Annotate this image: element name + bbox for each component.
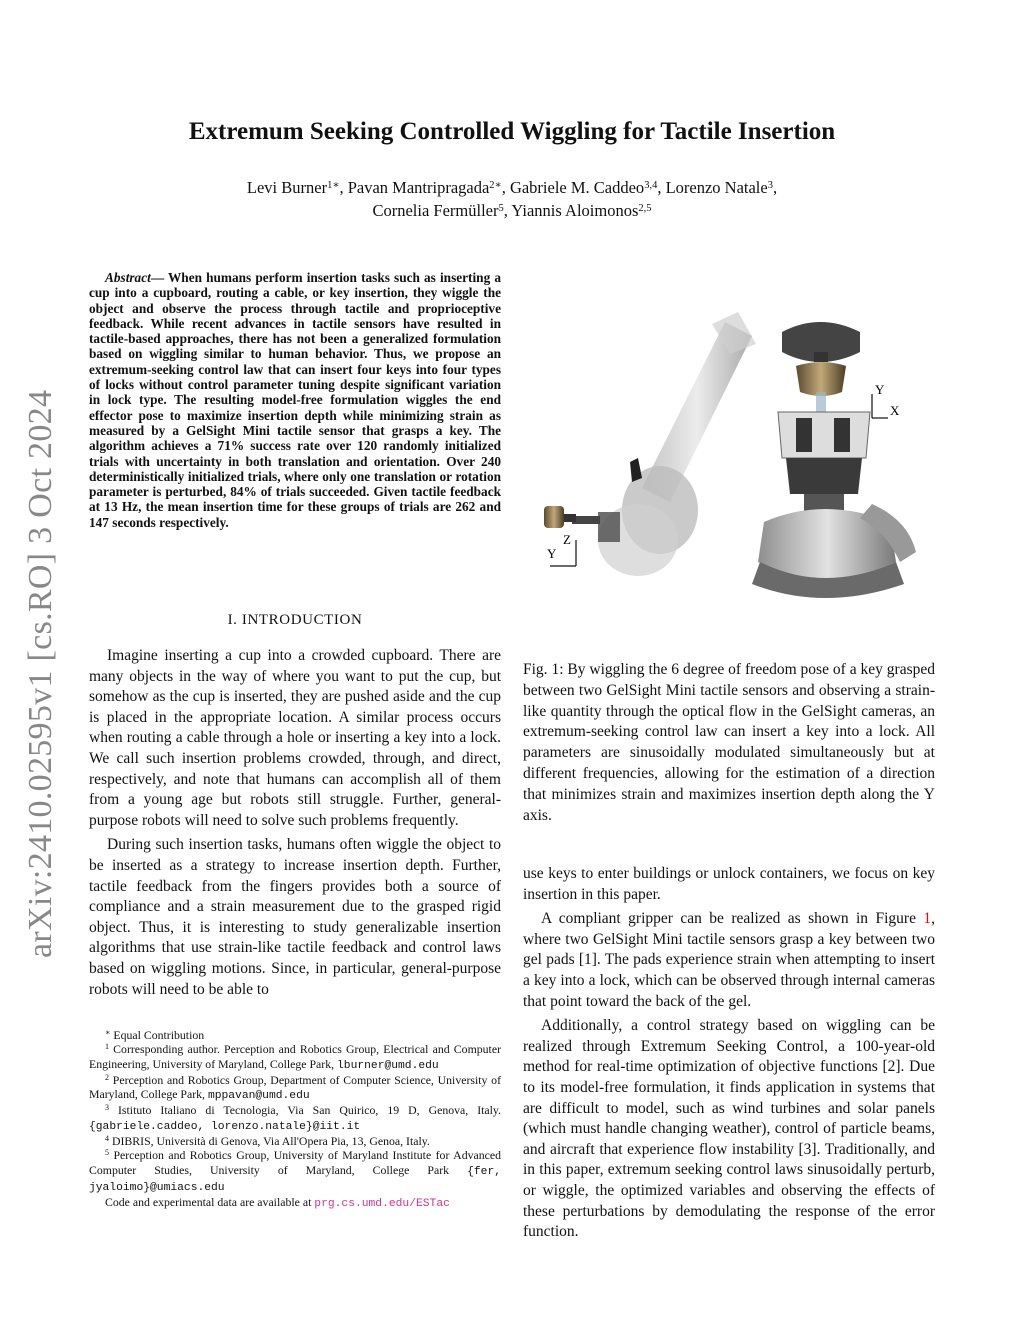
paper-title: Extremum Seeking Controlled Wiggling for Tactile Insertion xyxy=(188,118,836,145)
footnote-3: Istituto Italiano di Tecnologia, Via San Quirico, 19 D, Genova, Italy. xyxy=(118,1103,502,1118)
email-link[interactable]: {fer, jyaloimo}@umiacs.edu xyxy=(89,1165,502,1194)
author-affiliation: 3 xyxy=(767,180,773,191)
intro-left-column xyxy=(89,646,501,1000)
axis-label: Z xyxy=(563,532,571,547)
author-affiliation: 2,5 xyxy=(638,203,652,214)
paragraph: Additionally, a control strategy based on wiggling can be realized through Extremum Seeking Control, a 100-year-old method for real-time optimization of objective functions [2]. Due to its model-free formulation, it finds application in systems that are difficult to model, such as wind turbines and solar panels (which must handle changing weather), control of particle beams, and aircraft that experience flow instability [3]. Traditionally, and in this paper, extremum seeking control laws sinusoidally perturb, or wiggle, the optimized variables and observing the effects of these perturbations by demodulating the response of the error function. xyxy=(523,1017,935,1241)
author-affiliation: 1∗ xyxy=(327,180,340,191)
axis-label: X xyxy=(890,403,900,418)
footnote-equal: Equal Contribution xyxy=(113,1028,205,1042)
author-name: Gabriele M. Caddeo xyxy=(509,178,645,197)
abstract: Abstract— When humans perform insertion tasks such as inserting a cup into a cupboard, routing a cable, or key insertion, they wiggle the object and observe the process through tactile and proprioceptive feedback. While recent advances in tactile sensors have resulted in tactile-based approaches, there has not been a generalized formulation based on wiggling similar to human behavior. Thus, we propose an extremum-seeking control law that can insert four keys into four types of locks without control parameter tuning despite significant variation in lock type. The resulting model-free formulation wiggles the end effector pose to maximize insertion depth while minimizing strain as measured by a GelSight Mini tactile sensor that grasps a key. The algorithm achieves a 71% success rate over 120 randomly initialized trials with uncertainty in both translation and orientation. Over 240 deterministically initialized trials, where only one translation or rotation parameter is perturbed, 84% of trials succeeded. Given tactile feedback at 13 Hz, the mean insertion time for these groups of trials are 262 and 147 seconds respectively. xyxy=(89,270,501,530)
axis-label: Y xyxy=(547,546,557,561)
footnote-2: Perception and Robotics Group, Department of Computer Science, University of Maryland, College Park, xyxy=(89,1072,502,1102)
author-line-1: Levi Burner$^{1∗}$, Pavan Mantripragada$^{2∗}$, Gabriele M. Caddeo$^{3,4}$, Lorenzo Natale$^3$, xyxy=(246,178,778,197)
axis-label: Y xyxy=(875,382,885,397)
author-name: Cornelia Fermüller xyxy=(372,201,499,220)
arxiv-stamp: arXiv:2410.02595v1 [cs.RO] 3 Oct 2024 xyxy=(22,389,59,958)
footnotes: ∗ Equal Contribution $^1$ Corresponding author. Perception and Robotics Group, Electrical and Computer Engineering, University of Maryland, College Park, lburner@umd.edu $^2$ Perception and Robotics Group, Department of Computer Science, University of Maryland, College Park, mppavan@umd.edu $^3$ Istituto Italiano di Tecnologia, Via San Quirico, 19 D, Genova, Italy. {gabriele.caddeo, lorenzo.natale}@iit.it $^4$ DIBRIS, Università di Genova, Via All'Opera Pia, 13, Genoa, Italy. $^5$ Perception and Robotics Group, University of Maryland Institute for Advanced Computer Studies, University of Maryland, College Park {fer, jyaloimo}@umiacs.edu Code and experimental data are available at prg.cs.umd.edu/ESTac xyxy=(89,1028,502,1211)
email-link[interactable]: {gabriele.caddeo, lorenzo.natale}@iit.it xyxy=(89,1120,361,1133)
author-line-2: Cornelia Fermüller$^5$, Yiannis Aloimonos$^{2,5}$ xyxy=(372,201,652,220)
section-heading: I. INTRODUCTION xyxy=(227,612,363,628)
figure-reference-link[interactable]: 1 xyxy=(923,910,932,928)
abstract-text: When humans perform insertion tasks such as inserting a cup into a cupboard, routing a cable, or key insertion, they wiggle the object and observe the process through tactile and proprioceptive feedback. While recent advances in tactile sensors have resulted in tactile-based approaches, there has not been a generalized formulation based on wiggling similar to human behavior. Thus, we propose an extremum-seeking control law that can insert four keys into four types of locks without control parameter tuning despite significant variation in lock type. The resulting model-free formulation wiggles the end effector pose to maximize insertion depth while minimizing strain as measured by a GelSight Mini tactile sensor that grasps a key. The algorithm achieves a 71% success rate over 120 randomly initialized trials with uncertainty in both translation and orientation. Over 240 deterministically initialized trials, where only one translation or rotation parameter is perturbed, 84% of trials succeeded. Given tactile feedback at 13 Hz, the mean insertion time for these groups of trials are 262 and 147 seconds respectively. xyxy=(89,270,501,530)
paragraph: Imagine inserting a cup into a crowded cupboard. There are many objects in the way of where you want to put the cup, but somehow as the cup is inserted, they are pushed aside and the cup is placed in the appropriate location. A similar process occurs when routing a cable through a hole or inserting a key into a lock. We call such insertion problems crowded, through, and direct, respectively, and note that humans can accomplish all of them from a young age but robots still struggle. Further, general-purpose robots will need to solve such problems frequently. xyxy=(89,647,501,829)
axis-indicator-right xyxy=(872,394,888,418)
footnote-5: Perception and Robotics Group, University of Maryland Institute for Advanced Computer Studies, University of Maryland, College Park xyxy=(89,1148,501,1177)
author-name: Lorenzo Natale xyxy=(665,178,768,197)
robot-arm-graphic xyxy=(544,312,756,576)
abstract-label: Abstract xyxy=(105,270,151,285)
email-link[interactable]: mppavan@umd.edu xyxy=(207,1090,310,1103)
lock-assembly-graphic xyxy=(752,322,916,598)
footnote-1: Corresponding author. Perception and Robotics Group, Electrical and Computer Engineering, University of Maryland, College Park, xyxy=(89,1042,501,1071)
paragraph: During such insertion tasks, humans often wiggle the object to be inserted as a strategy to increase insertion depth. Further, tactile feedback from the fingers provides both a source of compliance and a strain measurement due to the grasped rigid object. Thus, it is interesting to study generalizable insertion algorithms that use strain-like tactile feedback and control laws based on wiggling motions. Since, in particular, general-purpose robots will need to be able to xyxy=(89,836,501,998)
figure-caption: Fig. 1: By wiggling the 6 degree of freedom pose of a key grasped between two GelSight Mini tactile sensors and observing a strain-like quantity through the optical flow in the GelSight cameras, an extremum-seeking control law can insert a key into a lock. All parameters are sinusoidally modulated simultaneously but at different frequencies, allowing for the estimation of a direction that minimizes strain and maximizes insertion depth along the Y axis. xyxy=(523,661,935,824)
paragraph: A compliant gripper can be realized as shown in Figure 1, where two GelSight Mini tactile sensors grasp a key between two gel pads [1]. The pads experience strain when attempting to insert a key into a lock, which can be observed through internal cameras that point toward the back of the gel. xyxy=(523,910,935,1010)
footnote-4: DIBRIS, Università di Genova, Via All'Opera Pia, 13, Genoa, Italy. xyxy=(111,1134,430,1149)
author-affiliation: 3,4 xyxy=(644,180,658,191)
code-availability-text: Code and experimental data are available at xyxy=(105,1195,312,1210)
author-name: Levi Burner xyxy=(246,178,328,197)
author-affiliation: 5 xyxy=(498,203,504,214)
author-list xyxy=(150,176,874,222)
figure-1 xyxy=(520,262,940,602)
author-name: Yiannis Aloimonos xyxy=(511,201,639,220)
code-url-link[interactable]: prg.cs.umd.edu/ESTac xyxy=(314,1198,450,1211)
author-affiliation: 2∗ xyxy=(489,180,502,191)
author-name: Pavan Mantripragada xyxy=(347,178,490,197)
robot-lock-illustration xyxy=(520,262,940,602)
email-link[interactable]: lburner@umd.edu xyxy=(337,1059,439,1072)
intro-right-column xyxy=(523,864,935,1243)
paragraph: use keys to enter buildings or unlock containers, we focus on key insertion in this paper. xyxy=(523,865,935,903)
